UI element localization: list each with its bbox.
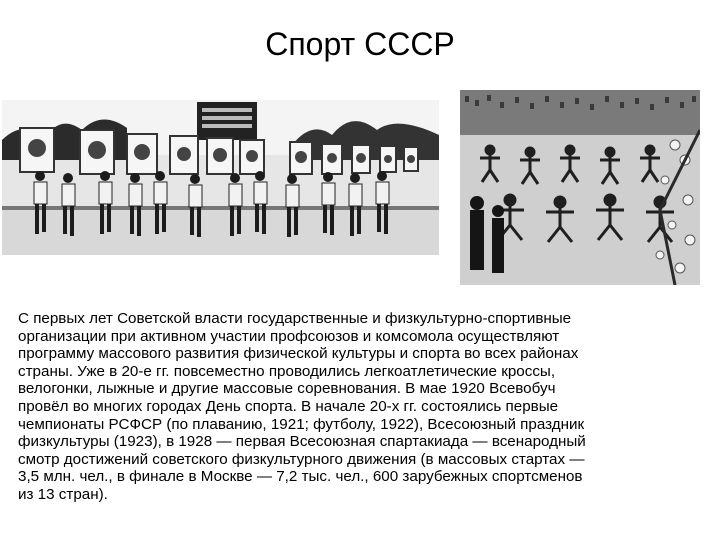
runners-race-photo <box>2 100 439 255</box>
mass-gymnastics-photo <box>460 90 700 285</box>
slide-title: Спорт СССР <box>265 26 455 62</box>
body-paragraph: С первых лет Советской власти государственные и физкультурно-спортивные организации при активном участии профсоюзов и комсомола осуществляют программу массового развития физической культуры и спорта во всех районах страны. Уже в 20-е гг. повсеместно проводились легкоатлетические кроссы, велогонки, лыжные и другие массовые соревнования. В мае 1920 Всевобуч провёл во многих городах День спорта. В начале 20-х гг. состоялись первые чемпионаты РСФСР (по плаванию, 1921; футболу, 1922), Всесоюзный праздник физкультуры (1923), в 1928 — первая Всесоюзная спартакиада — всенародный смотр достижений советского физкультурного движения (в массовых стартах — 3,5 млн. чел., в финале в Москве — 7,2 тыс. чел., 600 зарубежных спортсменов из 13 стран). <box>18 310 586 503</box>
